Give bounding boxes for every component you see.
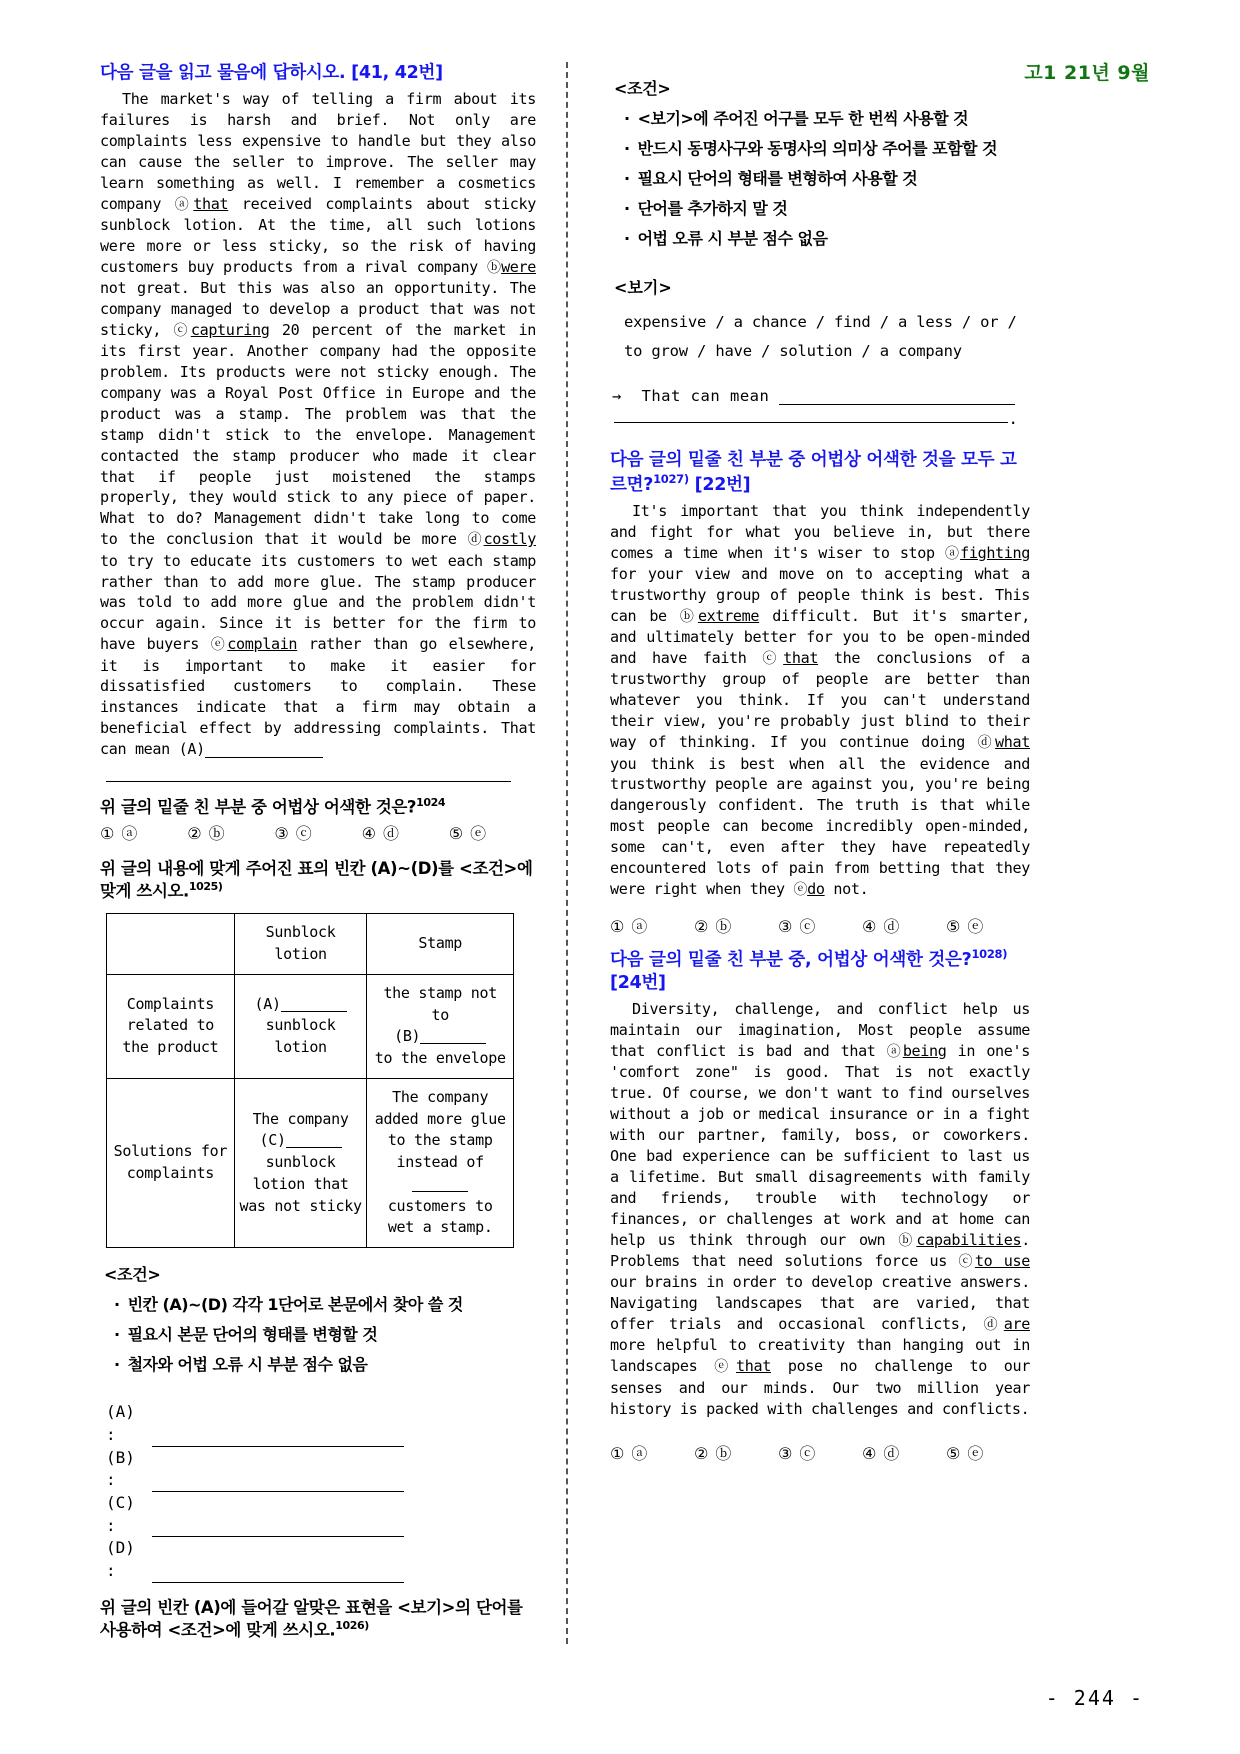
choice-marker-b: ⓑ (679, 608, 698, 625)
choice-marker-b: ⓑ (487, 259, 502, 276)
table-cell-sunblock-complaint: (A) sunblock lotion (234, 974, 367, 1078)
boggi-line-1: expensive / a chance / find / a less / or / (624, 313, 1017, 331)
bullet-dot: · (624, 109, 630, 128)
underlined-word-b: were (501, 257, 537, 276)
passage-2-part6: not. (824, 879, 869, 898)
passage-3-part2: in one's 'comfort zone" is good. That is not exactly true. Of course, we don't want to find ourselves without a job or medical insurance or in a fight with our partner, family, boss, or coworkers. One bad experience can be sufficient to last us a lifetime. But small disagreements with family and friends, trouble with technology or finances, or challenges at work and at home can help us think through our own (610, 1042, 1030, 1249)
period-mark: . (1008, 408, 1018, 428)
choice-4[interactable]: ④ ⓓ (862, 1444, 901, 1464)
blank-b-cell[interactable] (420, 1043, 486, 1044)
table-header-stamp: Stamp (367, 914, 514, 975)
table-row (107, 1078, 514, 1247)
condition-item: · 철자와 어법 오류 시 부분 점수 없음 (114, 1355, 368, 1375)
arrow-answer-blank[interactable] (779, 404, 1015, 405)
choice-2[interactable]: ② ⓑ (694, 917, 733, 937)
choice-4[interactable]: ④ ⓓ (361, 823, 400, 843)
answer-row-c (106, 1492, 536, 1537)
underlined-word-a: being (902, 1042, 947, 1061)
question-1024-choices (100, 821, 536, 844)
question-heading-24: 다음 글의 밑줄 친 부분 중, 어법상 어색한 것은?$^{1028)}$ [24번] (610, 947, 1008, 994)
condition-item: · <보기>에 주어진 어구를 모두 한 번씩 사용할 것 (624, 109, 969, 128)
passage-2-part2: for your view and move on to accepting what a trustworthy group of people think is best. This can be (610, 565, 1030, 625)
answer-line-a[interactable] (152, 1430, 404, 1447)
choice-5[interactable]: ⑤ ⓔ (448, 823, 488, 843)
arrow-answer-blank-continuation[interactable] (614, 408, 1018, 428)
blank-label-a: (A) (178, 740, 205, 759)
passage-3-part3: . Problems that need solutions force us (610, 1230, 1030, 1270)
exam-tag: 고1 21년 9월 (1024, 62, 1150, 84)
column-divider (566, 62, 568, 1644)
boggi-line-2: to grow / have / solution / a company (624, 342, 962, 361)
passage-1-part4: 20 percent of the market in its first year. Another company had the opposite problem. Its products were not sticky enough. The company was a Royal Post Office in Europe and the product was a stamp. The problem was that the stamp didn't stick to the envelope. Management contacted the stamp producer who made it clear that if people just moistened the stamps properly, they would stick to any piece of paper. What to do? Management didn't take long to come to the conclusion that it would be more (100, 320, 536, 549)
question-22-choices (610, 914, 1030, 937)
question-24-bracket: [24번] (610, 973, 666, 994)
passage-1-part6: rather than go elsewhere, it is important to make it easier for dissatisfied customers to complain. These instances indicate that a firm may obtain a beneficial effect by addressing complaints. That can mean (100, 635, 537, 759)
blank-d-cell[interactable] (412, 1191, 468, 1192)
blank-c-cell[interactable] (286, 1147, 342, 1148)
choice-3[interactable]: ③ ⓒ (274, 823, 313, 843)
condition-item: · 필요시 본문 단어의 형태를 변형할 것 (114, 1325, 378, 1345)
bullet-dot: · (624, 169, 630, 188)
choice-3[interactable]: ③ ⓒ (778, 917, 817, 937)
right-column (578, 62, 1030, 1644)
answer-line-b[interactable] (152, 1475, 404, 1492)
answer-blank-a-inline[interactable] (205, 757, 323, 758)
question-1026-number: 1026) (335, 1619, 369, 1633)
passage-1-part5: to try to educate its customers to wet each stamp rather than to add more glue. The stamp producer was told to add more glue and the problem didn't occur again. Since it is better for the firm to have buyers (100, 551, 536, 654)
underlined-word-d: costly (483, 530, 536, 549)
table-row (107, 974, 514, 1078)
condition-item: · 반드시 동명사구와 동명사의 의미상 주어를 포함할 것 (624, 139, 998, 158)
arrow-icon: → (612, 386, 622, 405)
question-1025-number: 1025) (188, 880, 223, 894)
table-header-sunblock: Sunblock lotion (234, 914, 367, 975)
passage-2-part4: the conclusions of a trustworthy group of people are better than whatever you think. If you can't understand their view, you're probably just blind to their way of thinking. If you continue doing (610, 649, 1030, 752)
passage-3 (610, 999, 1030, 1419)
choice-2[interactable]: ② ⓑ (187, 823, 226, 843)
answer-row-a (106, 1401, 536, 1446)
choice-2[interactable]: ② ⓑ (694, 1444, 733, 1464)
underlined-word-c: capturing (190, 320, 270, 339)
underlined-word-a: that (193, 194, 229, 213)
arrow-answer-sentence (612, 387, 1030, 405)
two-column-layout (100, 62, 1150, 1644)
underlined-word-c: to use (974, 1251, 1030, 1270)
question-22-bracket: [22번] (694, 474, 751, 495)
passage-2-part5: you think is best when all the evidence and trustworthy people are against you, you're being dangerously confident. The truth is that while most people can become incredibly open-minded, some can't, even after they have repeatedly encountered lots of pain from betting that they were right when they (610, 754, 1030, 898)
underlined-word-d: are (1003, 1315, 1030, 1334)
choice-1[interactable]: ① ⓐ (610, 1444, 649, 1464)
choice-marker-a: ⓐ (886, 1044, 903, 1061)
table-corner-cell (107, 914, 235, 975)
passage-3-part4: our brains in order to develop creative answers. Navigating landscapes that are varied, that offer trials and occasional conflicts, (610, 1273, 1030, 1334)
answer-line-d[interactable] (152, 1566, 404, 1583)
table-cell-stamp-solution: The company added more glue to the stamp instead of customers to wet a stamp. (367, 1078, 514, 1247)
answer-label-b: (B) : (106, 1447, 135, 1490)
underlined-word-c: that (783, 649, 819, 668)
table-row-label-complaints: Complaints related to the product (107, 974, 235, 1078)
question-1028-number: 1028) (971, 947, 1008, 962)
underlined-word-e: complain (227, 635, 298, 654)
passage-2-part3: difficult. But it's smarter, and ultimately better for you to be open-minded and have faith (610, 606, 1030, 668)
page-number: - 244 - (1045, 1686, 1144, 1710)
choice-3[interactable]: ③ ⓒ (778, 1444, 817, 1464)
choice-marker-e: ⓔ (793, 881, 808, 898)
choice-marker-c: ⓒ (173, 322, 191, 339)
choice-marker-d: ⓓ (983, 1317, 1004, 1334)
choice-marker-e: ⓔ (210, 637, 228, 654)
question-1027-number: 1027) (653, 471, 689, 486)
passage-1-part3: not great. But this was also an opportunity. The company managed to develop a product that was not sticky, (100, 279, 536, 339)
answer-line-c[interactable] (152, 1520, 404, 1537)
passage-1-part1: The market's way of telling a firm about its failures is harsh and brief. Not only are complaints less expensive to handle but they also can cause the seller to improve. The seller may learn something as well. I remember a cosmetics company (100, 90, 536, 213)
answer-blank-list (106, 1401, 536, 1583)
blank-a-cell[interactable] (281, 1011, 347, 1012)
passage-3-part1: Diversity, challenge, and conflict help us maintain our imagination, Most people assume that conflict is bad and that (610, 1000, 1030, 1061)
bullet-dot: · (114, 1325, 120, 1345)
answer-row-b (106, 1447, 536, 1492)
choice-marker-e: ⓔ (714, 1359, 737, 1376)
choice-marker-d: ⓓ (977, 735, 996, 752)
question-24-choices (610, 1441, 1030, 1464)
condition-item: · 빈칸 (A)~(D) 각각 1단어로 본문에서 찾아 쓸 것 (114, 1295, 463, 1315)
question-1025-text: 위 글의 내용에 맞게 주어진 표의 빈칸 (A)~(D)를 <조건>에 맞게 쓰시오.$^{1025)}$ (100, 858, 533, 901)
choice-4[interactable]: ④ ⓓ (862, 917, 901, 937)
underlined-word-e: that (736, 1357, 771, 1376)
passage-1-part2: received complaints about sticky sunblock lotion. At the time, all such lotions were more or less sticky, so the risk of having customers buy products from a rival company (100, 194, 536, 276)
choice-marker-d: ⓓ (467, 532, 484, 549)
passage-2 (610, 501, 1030, 900)
bullet-dot: · (624, 139, 630, 158)
answer-label-c: (C) : (106, 1492, 135, 1535)
passage-1 (100, 89, 536, 760)
question-1026-text: 위 글의 빈칸 (A)에 들어갈 알맞은 표현을 <보기>의 단어를 사용하여 <조건>에 맞게 쓰시오.$^{1026)}$ (100, 1597, 523, 1640)
choice-marker-a: ⓐ (944, 545, 961, 562)
table-cell-stamp-complaint: the stamp not to (B) to the envelope (367, 974, 514, 1078)
answer-label-a: (A) : (106, 1402, 135, 1444)
boggi-title: <보기> (614, 278, 672, 297)
passage-3-part6: pose no challenge to our senses and our minds. Our two million year history is packed with challenges and conflicts. (610, 1357, 1031, 1418)
left-column (100, 62, 552, 1644)
passage-3-part5: more helpful to creativity than hanging out in landscapes (610, 1336, 1030, 1376)
table-header-row (107, 914, 514, 975)
condition-item: · 단어를 추가하지 말 것 (624, 199, 788, 218)
arrow-sentence-text: That can mean (641, 386, 770, 405)
underlined-word-b: capabilities (916, 1230, 1022, 1249)
table-row-label-solutions: Solutions for complaints (107, 1078, 235, 1247)
underlined-word-b: extreme (697, 606, 760, 625)
condition-item: · 어법 오류 시 부분 점수 없음 (624, 229, 828, 248)
bullet-dot: · (114, 1295, 120, 1315)
underlined-word-e: do (807, 879, 825, 898)
bullet-dot: · (624, 229, 630, 248)
condition-item: · 필요시 단어의 형태를 변형하여 사용할 것 (624, 169, 918, 188)
underlined-word-d: what (995, 733, 1030, 752)
choice-1[interactable]: ① ⓐ (100, 823, 139, 843)
underlined-word-a: fighting (960, 543, 1031, 562)
passage-2-part1: It's important that you think independently and fight for what you believe in, but there comes a time when it's wiser to stop (610, 501, 1030, 562)
answer-row-d (106, 1537, 536, 1582)
choice-marker-c: ⓒ (958, 1253, 975, 1270)
choice-marker-b: ⓑ (898, 1232, 917, 1249)
choice-1[interactable]: ① ⓐ (610, 917, 649, 937)
question-heading-41-42: 다음 글을 읽고 물음에 답하시오. [41, 42번] (100, 63, 443, 83)
conditions-2-title: <조건> (614, 79, 671, 98)
bullet-dot: · (114, 1355, 120, 1375)
table-cell-sunblock-solution: The company (C) sunblock lotion that was not sticky (234, 1078, 367, 1247)
choice-5[interactable]: ⑤ ⓔ (946, 1444, 985, 1464)
bullet-dot: · (624, 199, 630, 218)
question-1024-number: 1024 (416, 796, 446, 810)
choice-marker-a: ⓐ (174, 196, 194, 213)
question-heading-22: 다음 글의 밑줄 친 부분 중 어법상 어색한 것을 모두 고르면?$^{1027)}$ [22번] (610, 449, 1017, 495)
question-1024-text: 위 글의 밑줄 친 부분 중 어법상 어색한 것은?$^{1024}$ (100, 796, 446, 817)
choice-5[interactable]: ⑤ ⓔ (946, 917, 985, 937)
summary-table (106, 913, 514, 1248)
answer-blank-a-continuation[interactable] (106, 770, 511, 782)
answer-label-d: (D) : (106, 1538, 135, 1581)
conditions-1-title: <조건> (104, 1265, 161, 1285)
choice-marker-c: ⓒ (762, 651, 784, 668)
